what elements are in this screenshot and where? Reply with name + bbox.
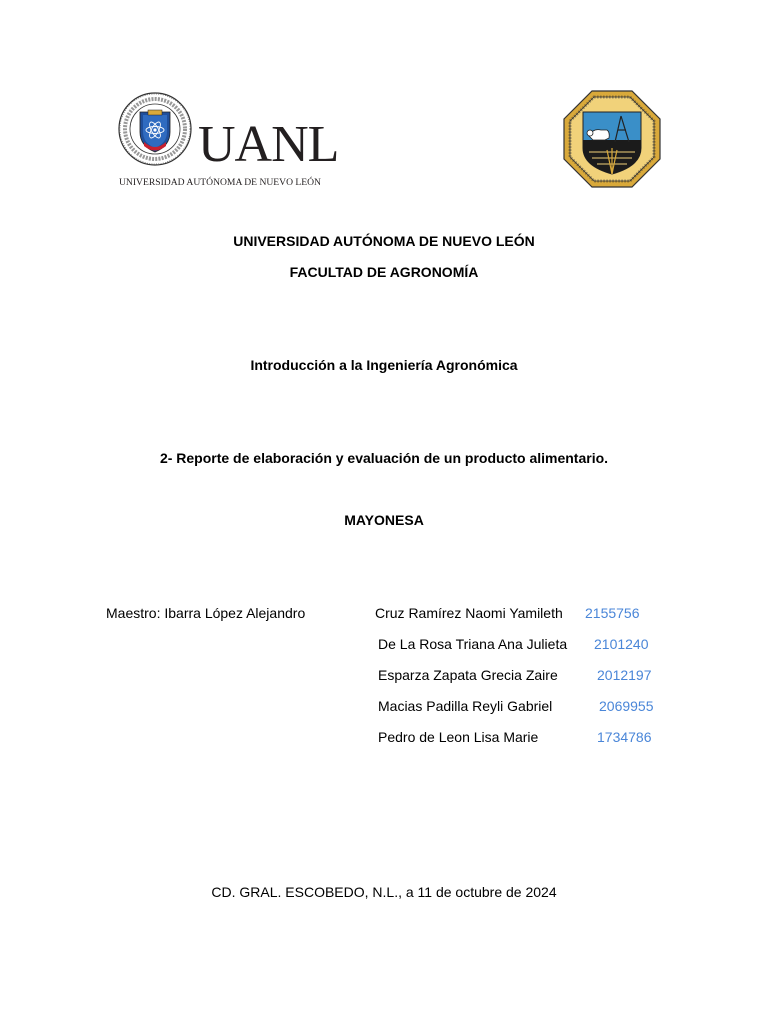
place-date: CD. GRAL. ESCOBEDO, N.L., a 11 de octubre de 2024	[211, 884, 557, 900]
course-name: Introducción a la Ingeniería Agronómica	[250, 357, 518, 373]
faculty-emblem-icon	[563, 90, 661, 188]
uanl-logo	[118, 92, 338, 190]
uanl-wordmark: UANL	[198, 116, 339, 173]
student-id: 2069955	[599, 698, 654, 714]
uanl-seal-icon	[118, 92, 192, 166]
student-id: 1734786	[597, 729, 652, 745]
student-id: 2101240	[594, 636, 649, 652]
student-id: 2012197	[597, 667, 652, 683]
student-name: Macias Padilla Reyli Gabriel	[378, 698, 553, 714]
teacher-name: Maestro: Ibarra López Alejandro	[106, 605, 306, 621]
student-name: Pedro de Leon Lisa Marie	[378, 729, 539, 745]
report-title: 2- Reporte de elaboración y evaluación de un producto alimentario.	[159, 450, 609, 466]
university-name: UNIVERSIDAD AUTÓNOMA DE NUEVO LEÓN	[233, 233, 535, 249]
uanl-fullname: UNIVERSIDAD AUTÓNOMA DE NUEVO LEÓN	[119, 177, 321, 188]
product-name: MAYONESA	[344, 512, 424, 528]
student-name: Cruz Ramírez Naomi Yamileth	[375, 605, 563, 621]
faculty-name: FACULTAD DE AGRONOMÍA	[289, 264, 479, 280]
student-id: 2155756	[585, 605, 640, 621]
student-name: Esparza Zapata Grecia Zaire	[378, 667, 558, 683]
student-name: De La Rosa Triana Ana Julieta	[378, 636, 568, 652]
